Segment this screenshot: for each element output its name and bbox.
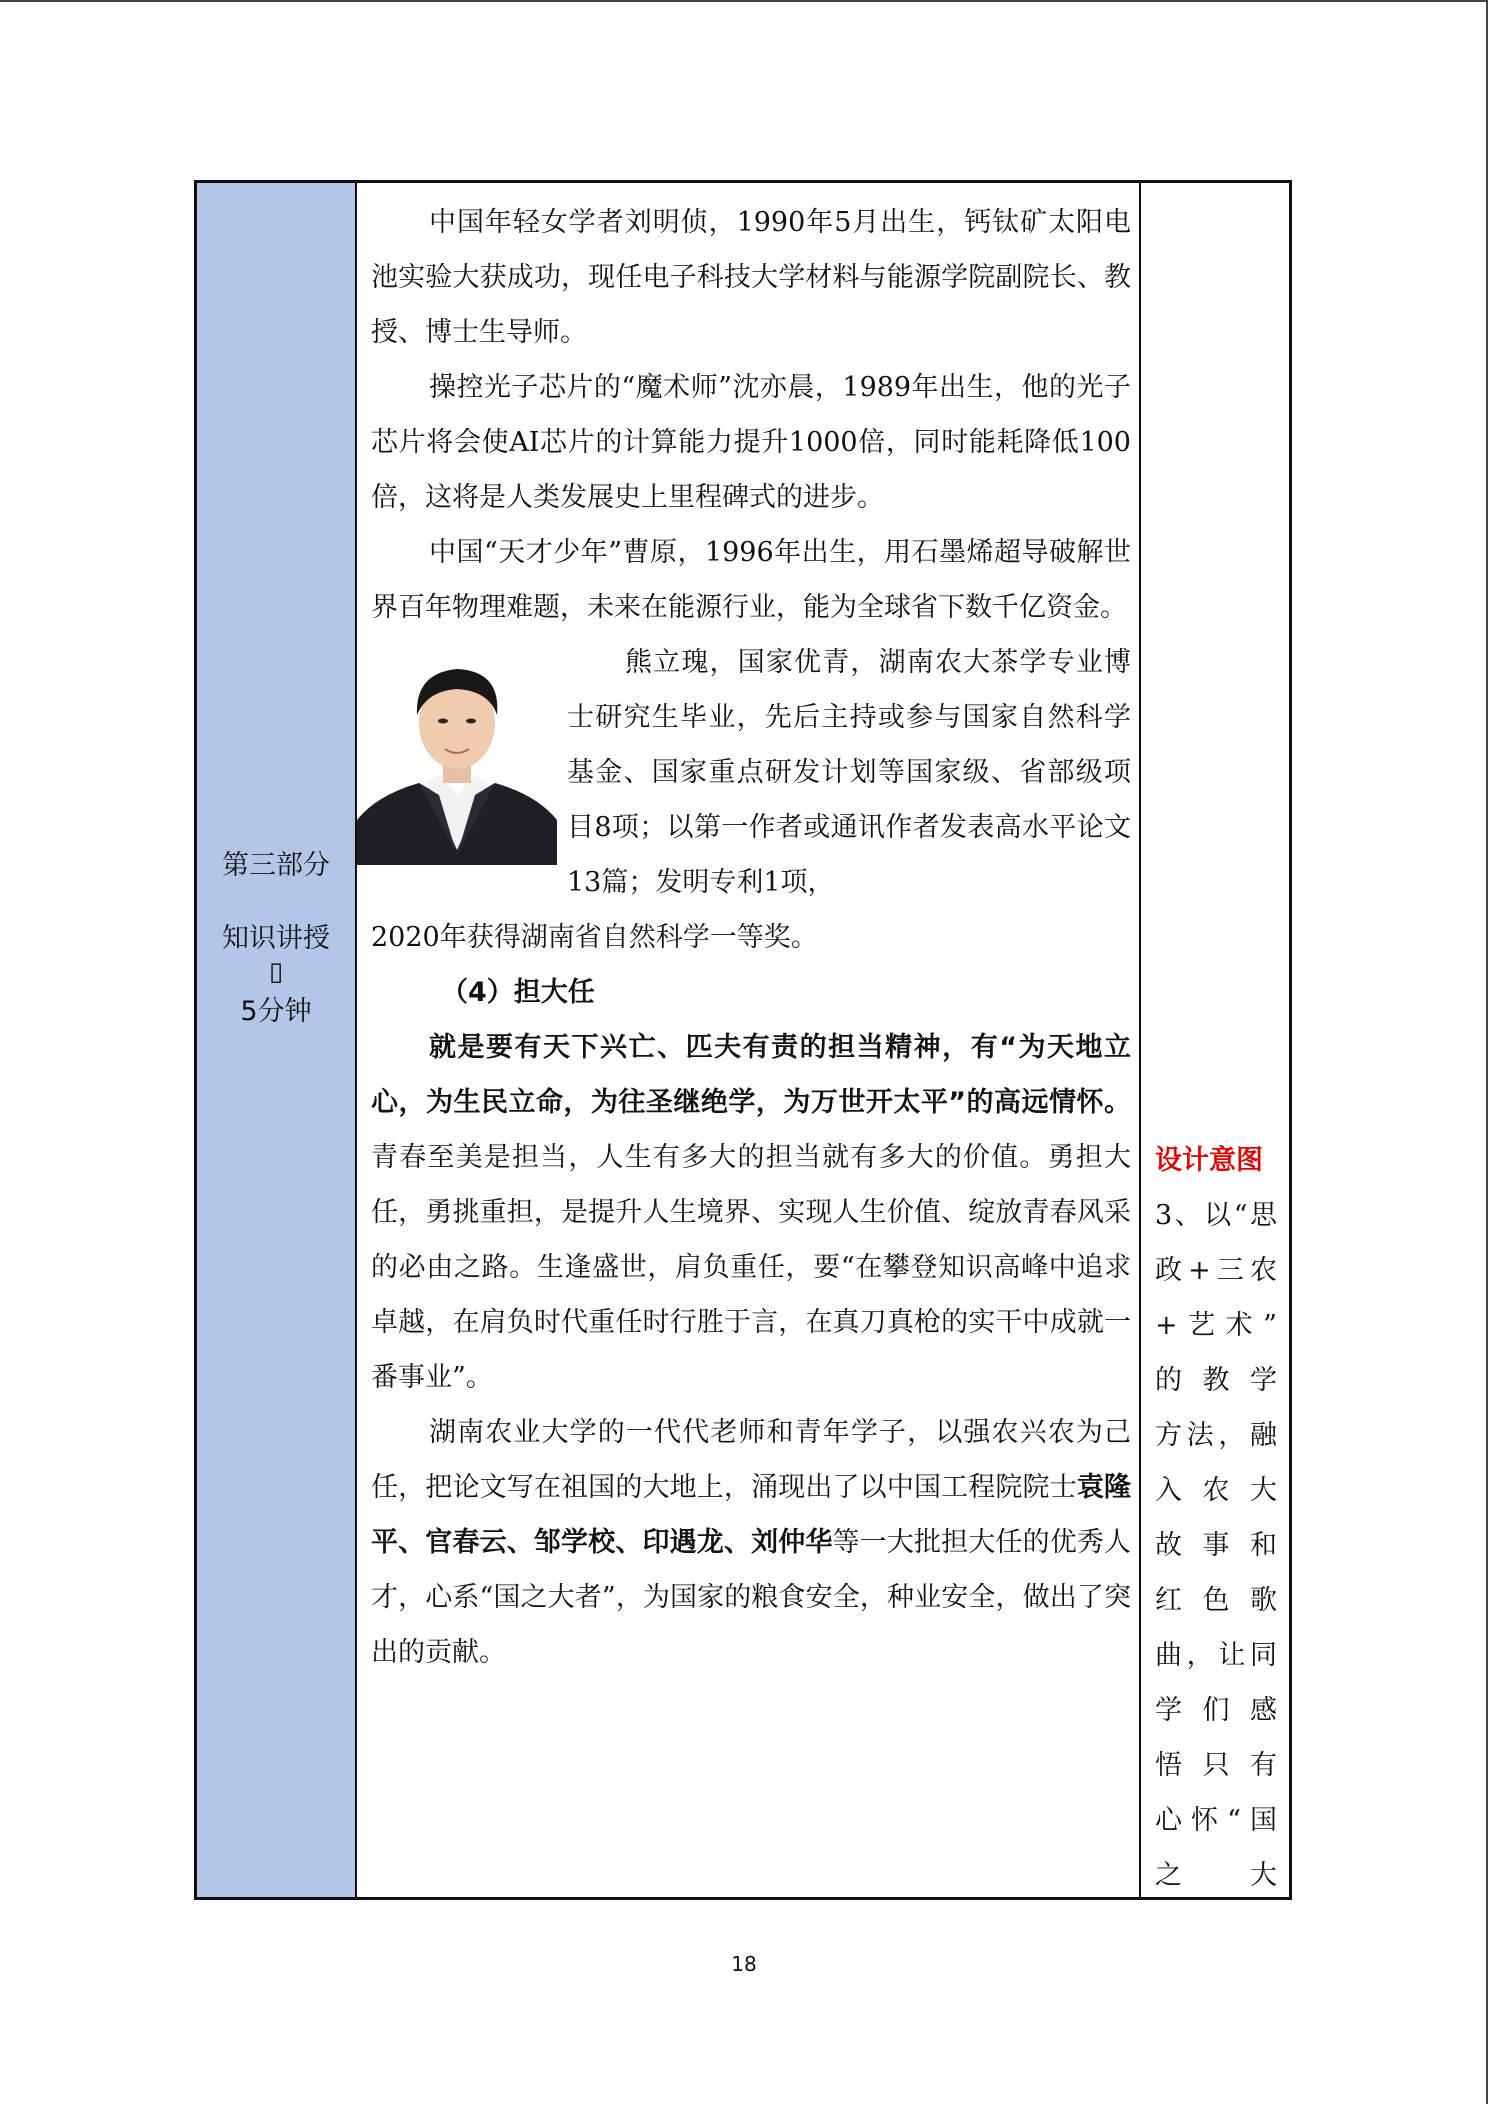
page-number: 18 xyxy=(731,1952,757,1976)
design-intent-column xyxy=(1141,183,1289,1897)
content-column xyxy=(357,183,1141,1897)
paragraph-shen-yichen: 操控光子芯片的“魔术师”沈亦晨，1989年出生，他的光子芯片将会使AI芯片的计算能力提升1000倍，同时能耗降低100倍，这将是人类发展史上里程碑式的进步。 xyxy=(371,372,1131,513)
design-line: +艺术” xyxy=(1155,1310,1277,1341)
responsibility-bold: 就是要有天下兴亡、匹夫有责的担当精神，有“为天地立心，为生民立命，为往圣继绝学，为万世开太平”的高远情怀。 xyxy=(371,1032,1131,1118)
paragraph-hunan-agri xyxy=(371,1405,1131,1680)
responsibility-rest: 青春至美是担当，人生有多大的担当就有多大的价值。勇担大任，勇挑重担，是提升人生境界、实现人生价值、绽放青春风采的必由之路。生逢盛世，肩负重任，要“在攀登知识高峰中追求卓越，在肩负时代重任时行胜于言，在真刀真枪的实干中成就一番事业”。 xyxy=(371,1142,1131,1393)
paragraph-xiong-tail: 2020年获得湖南省自然科学一等奖。 xyxy=(371,922,818,953)
design-line: 方法，融 xyxy=(1155,1420,1277,1451)
paragraph-responsibility xyxy=(371,1020,1131,1405)
design-intent-body xyxy=(1155,1133,1277,1903)
design-line: 之 大 xyxy=(1155,1860,1277,1891)
paragraph-liu-mingzhen: 中国年轻女学者刘明侦，1990年5月出生，钙钛矿太阳电池实验大获成功，现任电子科技大学材料与能源学院副院长、教授、博士生导师。 xyxy=(371,207,1131,348)
section-labels xyxy=(197,843,355,1028)
design-line: 的教学 xyxy=(1155,1365,1277,1396)
section-topic: 知识讲授 xyxy=(222,923,330,954)
design-line: 红色歌 xyxy=(1155,1585,1277,1616)
lesson-plan-table xyxy=(194,180,1292,1900)
missing-glyph: ▯ xyxy=(268,957,284,987)
design-line: 3、以“思 xyxy=(1155,1200,1277,1231)
section-name: 第三部分 xyxy=(222,850,330,881)
subheading-take-responsibility: （4）担大任 xyxy=(441,977,595,1008)
academicians-names: 袁隆平、官春云、邹学校、印遇龙、刘仲华 xyxy=(371,1472,1132,1558)
design-line: 心怀“国 xyxy=(1155,1805,1277,1836)
paragraph-xiong-liwei: 熊立瑰，国家优青，湖南农大茶学专业博士研究生毕业，先后主持或参与国家自然科学基金、国家重点研发计划等国家级、省部级项目8项；以第一作者或通讯作者发表高水平论文13篇；发明专利1项， xyxy=(567,647,1131,898)
design-line: 曲，让同 xyxy=(1155,1640,1277,1671)
section-label-column xyxy=(197,183,357,1897)
hunan-agri-b: 等一大批担大任的优秀人才，心系“国之大者”，为国家的粮食安全，种业安全，做出了突出的贡献。 xyxy=(371,1527,1132,1668)
design-line: 政+三农 xyxy=(1155,1255,1277,1286)
page-top-border xyxy=(0,0,1488,2)
section-duration: 5分钟 xyxy=(240,996,312,1027)
design-line: 学们感 xyxy=(1155,1695,1277,1726)
design-line: 故事和 xyxy=(1155,1530,1277,1561)
hunan-agri-a: 湖南农业大学的一代代老师和青年学子，以强农兴农为己任，把论文写在祖国的大地上，涌现出了以中国工程院院士 xyxy=(371,1417,1131,1503)
design-line: 入农大 xyxy=(1155,1475,1277,1506)
paragraph-cao-yuan: 中国“天才少年”曹原，1996年出生，用石墨烯超导破解世界百年物理难题，未来在能源行业，能为全球省下数千亿资金。 xyxy=(371,537,1131,623)
design-intent-title: 设计意图 xyxy=(1155,1145,1263,1176)
design-line: 悟只有 xyxy=(1155,1750,1277,1781)
content-body xyxy=(371,195,1131,1680)
portrait-photo xyxy=(357,645,557,865)
